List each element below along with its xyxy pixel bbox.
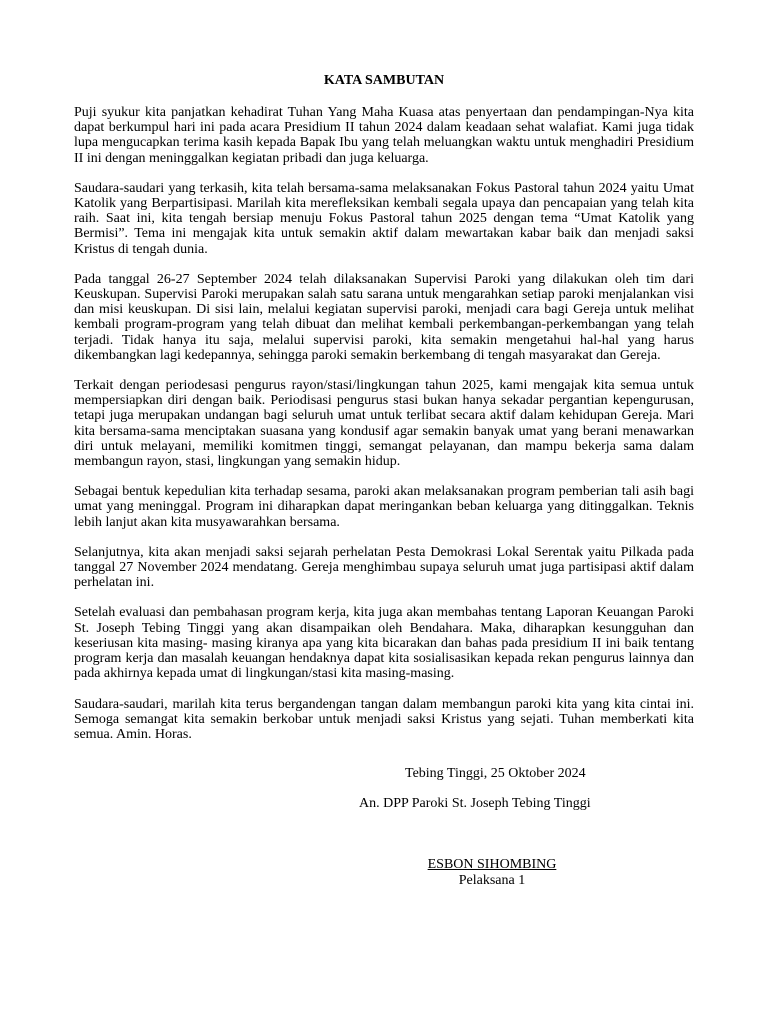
- paragraph-closing: Saudara-saudari, marilah kita terus bergandengan tangan dalam membangun paroki kita yang kita cintai ini. Semoga semangat kita semakin berkobar untuk menjadi saksi Kristus yang sejati. Tuhan memberkati kita semua. Amin. Horas.: [74, 696, 694, 742]
- signature-block: [392, 857, 592, 889]
- paragraph-tali-asih: Sebagai bentuk kepedulian kita terhadap sesama, paroki akan melaksanakan program pemberian tali asih bagi umat yang meninggal. Program ini diharapkan dapat meringankan beban keluarga yang ditinggalkan. Teknis lebih lanjut akan kita musyawarahkan bersama.: [74, 484, 694, 530]
- place-date: Tebing Tinggi, 25 Oktober 2024: [405, 766, 586, 781]
- paragraph-pilkada: Selanjutnya, kita akan menjadi saksi sejarah perhelatan Pesta Demokrasi Lokal Serentak yaitu Pilkada pada tanggal 27 November 2024 mendatang. Gereja menghimbau supaya seluruh umat juga partisipasi aktif dalam perhelatan ini.: [74, 544, 694, 591]
- paragraph-periodesasi: Terkait dengan periodesasi pengurus rayon/stasi/lingkungan tahun 2025, kami mengajak kita semua untuk mempersiapkan diri dengan baik. Periodisasi pengurus stasi bukan hanya sekadar pergantian kepengurusan, tetapi juga merupakan undangan bagi seluruh umat untuk terlibat secara aktif dalam kehidupan Gereja. Mari kita bersama-sama menciptakan suasana yang kondusif agar semakin banyak umat yang berani menawarkan diri untuk melayani, memiliki komitmen tinggi, semangat pelayanan, dan mampu bekerja sama dalam membangun rayon, stasi, lingkungan yang semakin hidup.: [74, 378, 694, 470]
- signer-name: ESBON SIHOMBING: [427, 857, 557, 872]
- organization-line: An. DPP Paroki St. Joseph Tebing Tinggi: [359, 796, 591, 811]
- paragraph-laporan-keuangan: Setelah evaluasi dan pembahasan program kerja, kita juga akan membahas tentang Laporan Keuangan Paroki St. Joseph Tebing Tinggi yang akan disampaikan oleh Bendahara. Maka, diharapkan kesungguhan dan keseriusan kita masing- masing kiranya apa yang kita bicarakan dan bahas pada presidium II ini baik tentang program kerja dan masalah keuangan hendaknya dapat kita sosialisasikan kepada rekan pengurus lainnya dan pada akhirnya kepada umat di lingkungan/stasi kita masing-masing.: [74, 605, 694, 682]
- paragraph-fokus-pastoral: Saudara-saudari yang terkasih, kita telah bersama-sama melaksanakan Fokus Pastoral tahun 2024 yaitu Umat Katolik yang Berpartisipasi. Marilah kita merefleksikan kembali segala upaya dan pencapaian yang telah kita raih. Saat ini, kita tengah bersiap menuju Fokus Pastoral tahun 2025 dengan tema “Umat Katolik yang Bermisi”. Tema ini mengajak kita untuk semakin aktif dalam mewartakan kabar baik dan menjadi saksi Kristus di tengah dunia.: [74, 180, 694, 257]
- document-body: [74, 105, 694, 742]
- signer-role: Pelaksana 1: [458, 873, 526, 888]
- document-title: KATA SAMBUTAN: [323, 73, 445, 88]
- paragraph-opening: Puji syukur kita panjatkan kehadirat Tuhan Yang Maha Kuasa atas penyertaan dan pendampingan-Nya kita dapat berkumpul hari ini pada acara Presidium II tahun 2024 dalam keadaan sehat walafiat. Kami juga tidak lupa mengucapkan terima kasih kepada Bapak Ibu yang telah meluangkan waktu untuk menghadiri Presidium II ini dengan meninggalkan kegiatan pribadi dan juga keluarga.: [74, 105, 694, 166]
- paragraph-supervisi-paroki: Pada tanggal 26-27 September 2024 telah dilaksanakan Supervisi Paroki yang dilakukan oleh tim dari Keuskupan. Supervisi Paroki merupakan salah satu sarana untuk mengarahkan setiap paroki menjalankan visi dan misi keuskupan. Di sisi lain, melalui kegiatan supervisi paroki, menjadi cara bagi Gereja untuk melihat kembali program-program yang telah dibuat dan melihat kembali perkembangan-perkembangan yang telah terjadi. Tidak hanya itu saja, melalui supervisi paroki, kita semakin mengetahui hal-hal yang harus dikembangkan lagi kedepannya, sehingga paroki semakin berkembang di tengah masyarakat dan Gereja.: [74, 271, 694, 363]
